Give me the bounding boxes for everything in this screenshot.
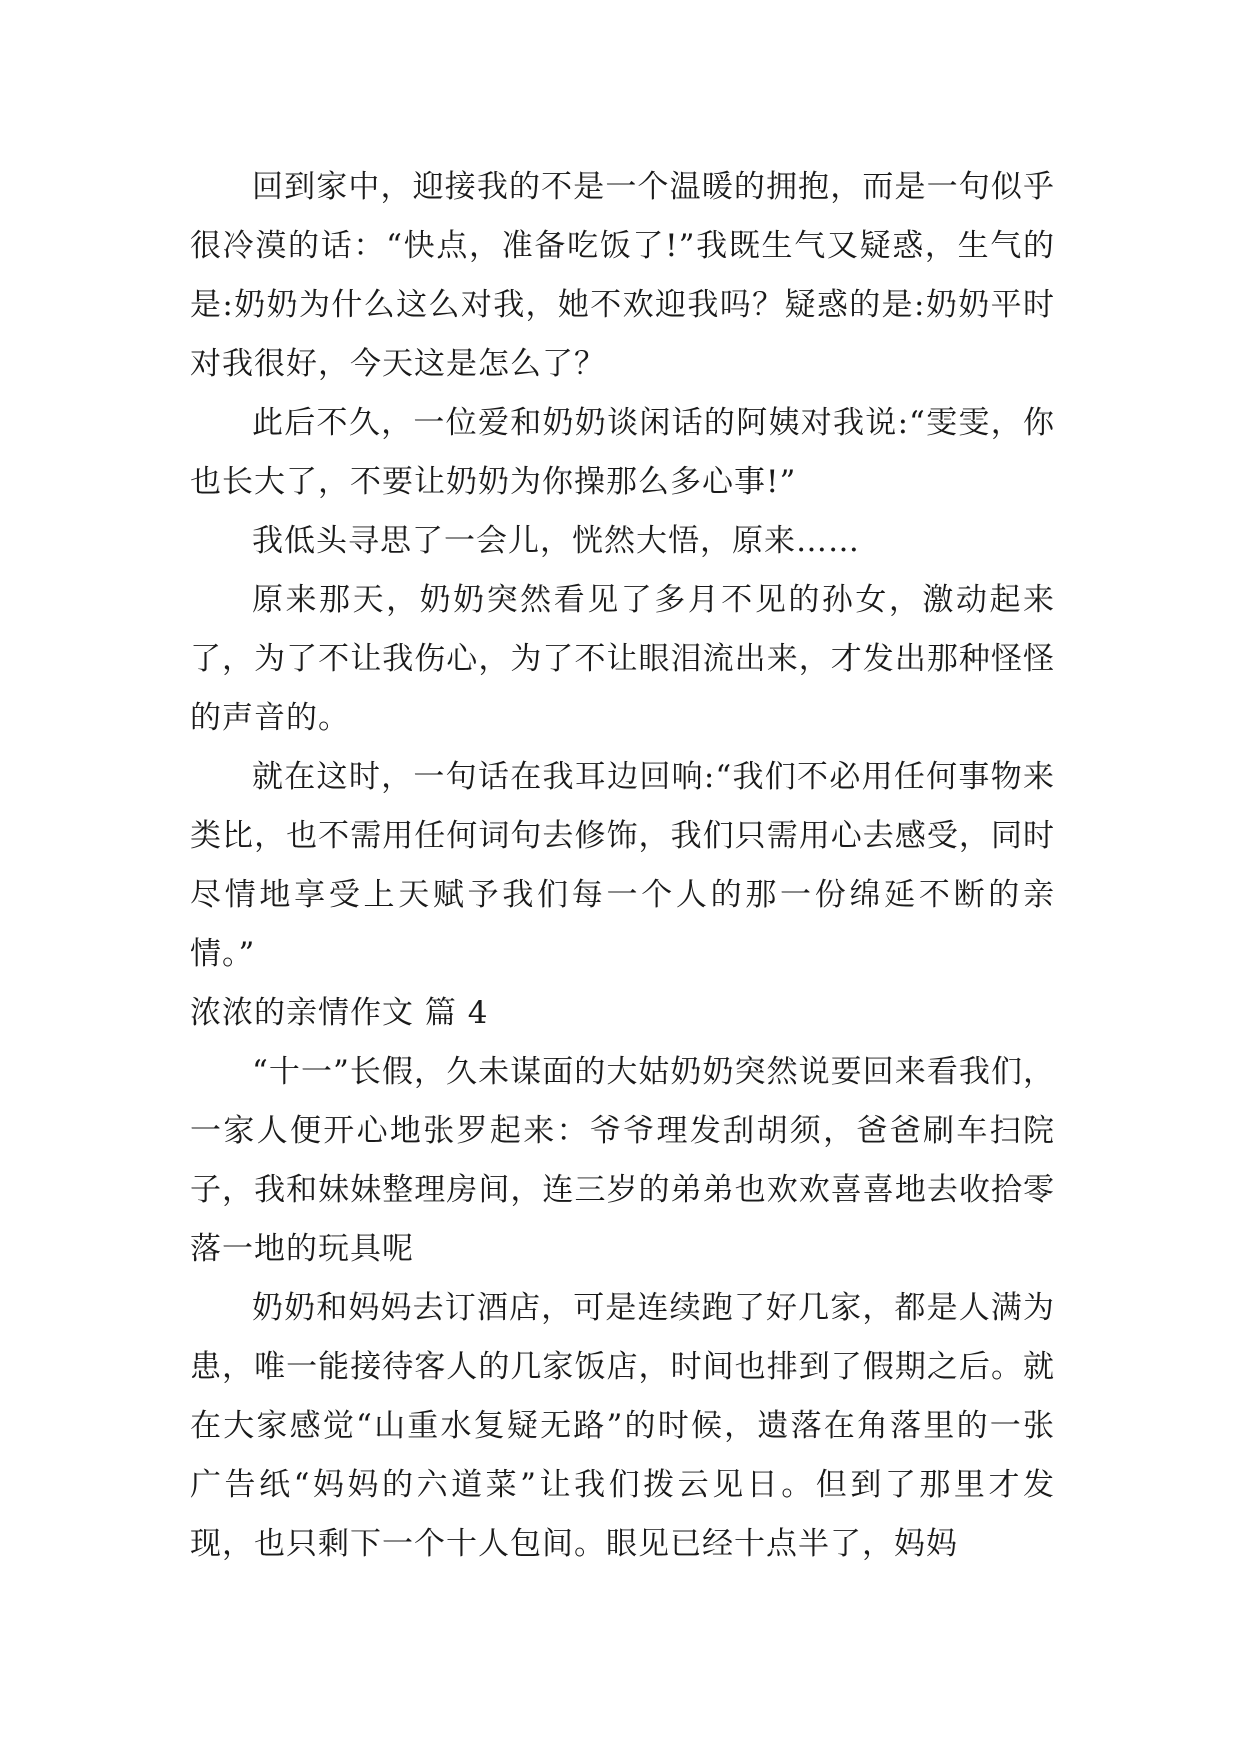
paragraph: “十一”长假，久未谋面的大姑奶奶突然说要回来看我们，一家人便开心地张罗起来：爷爷理发刮胡须，爸爸刷车扫院子，我和妹妹整理房间，连三岁的弟弟也欢欢喜喜地去收拾零落一地的玩具呢 [190, 1054, 1055, 1267]
section-heading: 浓浓的亲情作文 篇 4 [190, 995, 489, 1031]
paragraph: 我低头寻思了一会儿，恍然大悟，原来…… [252, 523, 860, 559]
paragraph: 奶奶和妈妈去订酒店，可是连续跑了好几家，都是人满为患，唯一能接待客人的几家饭店，时间也排到了假期之后。就在大家感觉“山重水复疑无路”的时候，遗落在角落里的一张广告纸“妈妈的六道菜”让我们拨云见日。但到了那里才发现，也只剩下一个十人包间。眼见已经十点半了，妈妈 [190, 1290, 1055, 1562]
paragraph: 回到家中，迎接我的不是一个温暖的拥抱，而是一句似乎很冷漠的话：“快点，准备吃饭了!”我既生气又疑惑，生气的是:奶奶为什么这么对我，她不欢迎我吗？疑惑的是:奶奶平时对我很好，今天这是怎么了？ [190, 169, 1055, 382]
paragraph: 此后不久，一位爱和奶奶谈闲话的阿姨对我说:“雯雯，你也长大了，不要让奶奶为你操那么多心事!” [190, 405, 1055, 500]
paragraph: 原来那天，奶奶突然看见了多月不见的孙女，激动起来了，为了不让我伤心，为了不让眼泪流出来，才发出那种怪怪的声音的。 [190, 582, 1055, 736]
document-body [190, 158, 1055, 1574]
paragraph: 就在这时，一句话在我耳边回响:“我们不必用任何事物来类比，也不需用任何词句去修饰，我们只需用心去感受，同时尽情地享受上天赋予我们每一个人的那一份绵延不断的亲情。” [190, 759, 1055, 972]
